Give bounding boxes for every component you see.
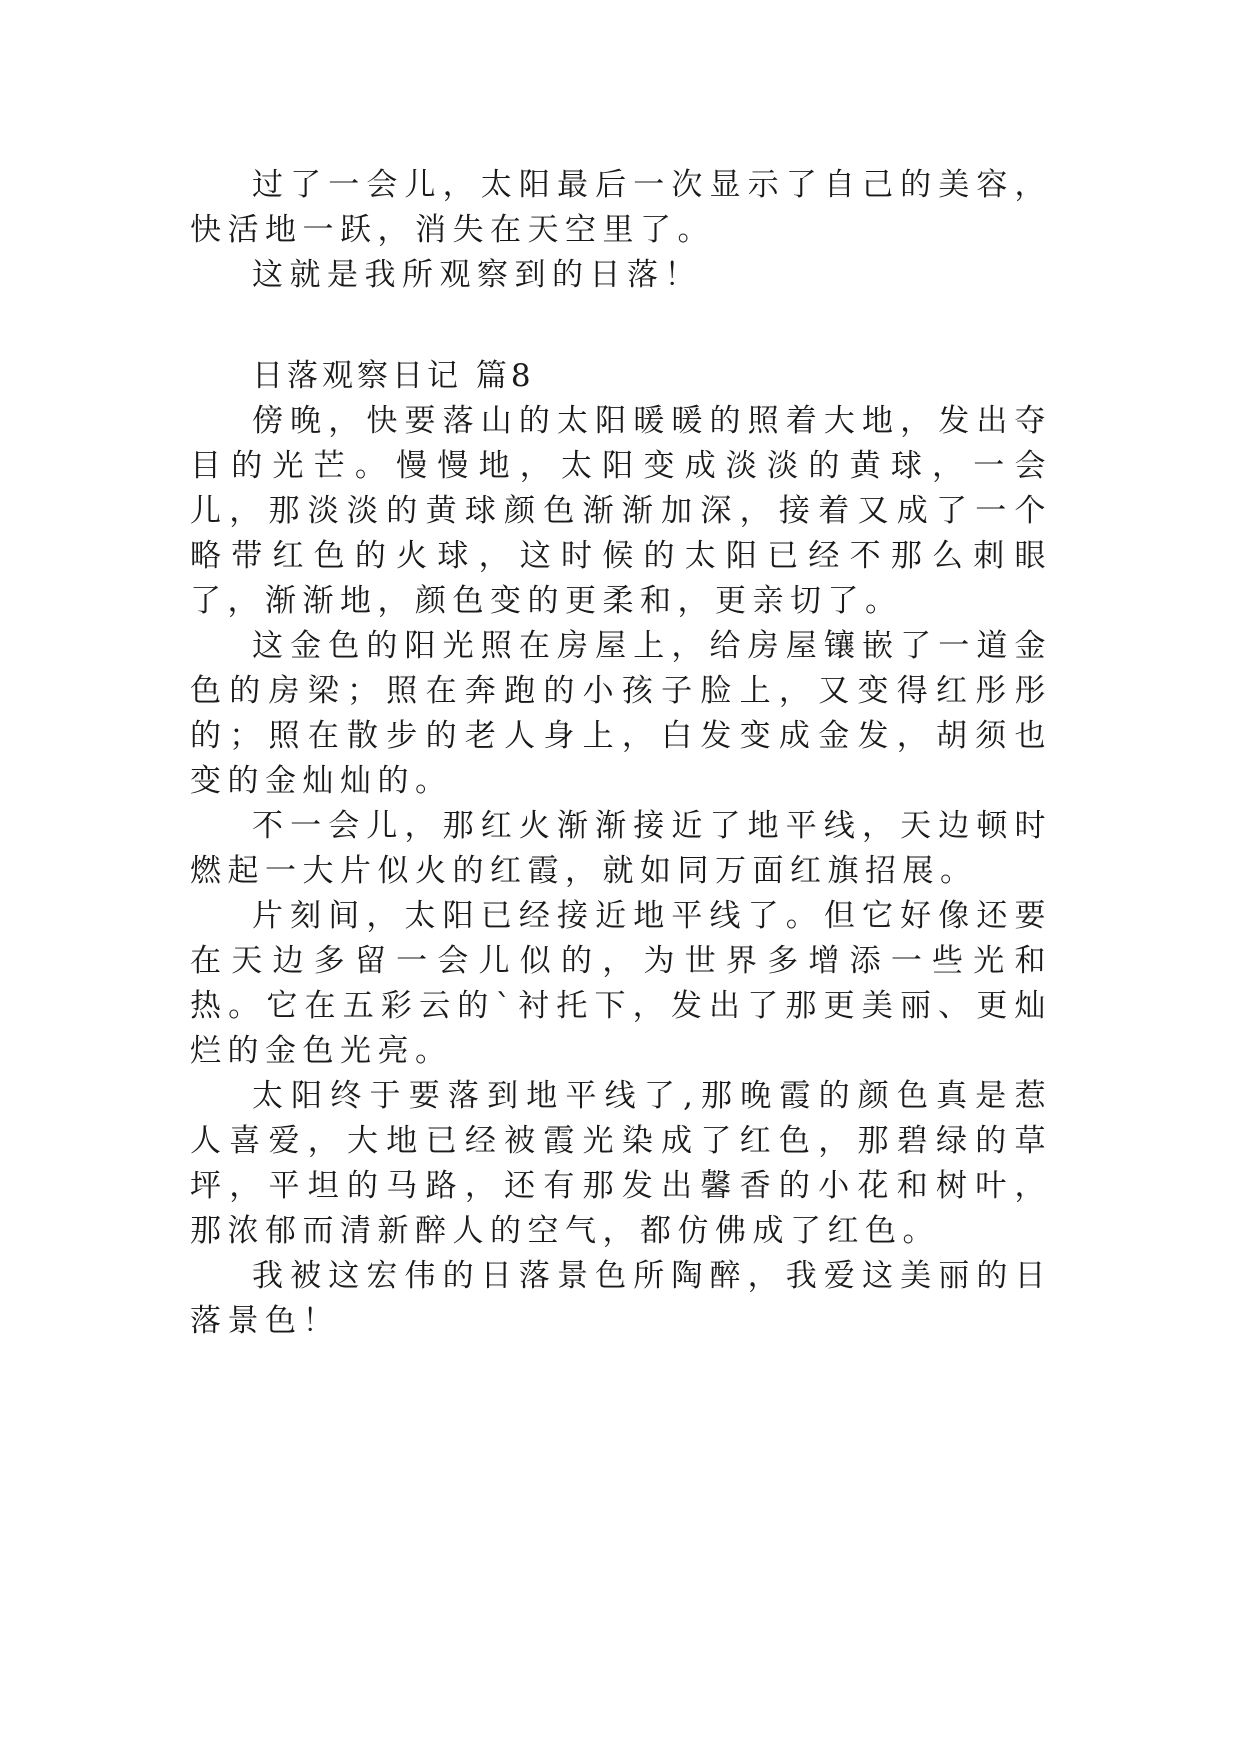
- paragraph: 这就是我所观察到的日落！: [252, 257, 702, 293]
- section-title: 日落观察日记 篇8: [252, 358, 535, 394]
- paragraph: 片刻间，太阳已经接近地平线了。但它好像还要在天边多留一会儿似的，为世界多增添一些光和热。它在五彩云的`衬托下，发出了那更美丽、更灿烂的金色光亮。: [190, 898, 1052, 1069]
- paragraph: 我被这宏伟的日落景色所陶醉，我爱这美丽的日落景色！: [190, 1258, 1052, 1339]
- paragraph: 这金色的阳光照在房屋上，给房屋镶嵌了一道金色的房梁；照在奔跑的小孩子脸上，又变得红彤彤的；照在散步的老人身上，白发变成金发，胡须也变的金灿灿的。: [190, 628, 1052, 799]
- paragraph: 傍晚，快要落山的太阳暖暖的照着大地，发出夺目的光芒。慢慢地，太阳变成淡淡的黄球，一会儿，那淡淡的黄球颜色渐渐加深，接着又成了一个略带红色的火球，这时候的太阳已经不那么刺眼了，渐渐地，颜色变的更柔和，更亲切了。: [190, 403, 1052, 619]
- paragraph: 过了一会儿，太阳最后一次显示了自己的美容，快活地一跃，消失在天空里了。: [190, 167, 1052, 248]
- paragraph: 太阳终于要落到地平线了,那晚霞的颜色真是惹人喜爱，大地已经被霞光染成了红色，那碧绿的草坪，平坦的马路，还有那发出馨香的小花和树叶，那浓郁而清新醉人的空气，都仿佛成了红色。: [190, 1078, 1052, 1249]
- paragraph: 不一会儿，那红火渐渐接近了地平线，天边顿时燃起一大片似火的红霞，就如同万面红旗招展。: [190, 808, 1052, 889]
- document-body: [190, 163, 1052, 1344]
